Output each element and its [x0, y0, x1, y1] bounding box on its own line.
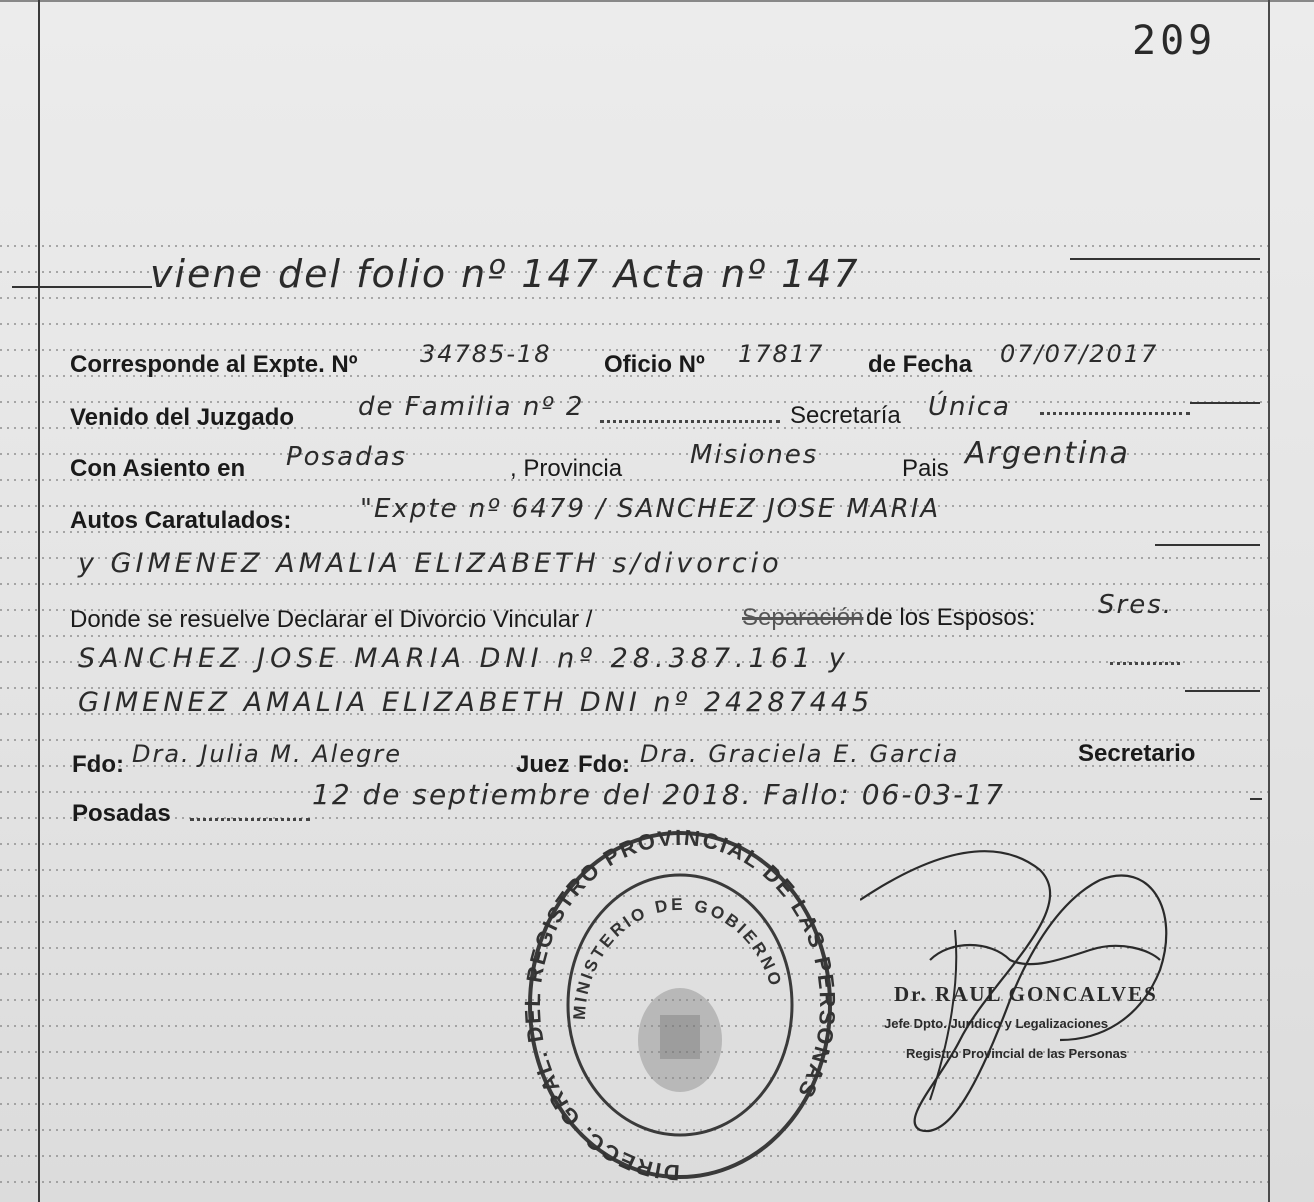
provincia-label: , Provincia [510, 455, 623, 482]
autos-label: Autos Caratulados: [70, 507, 292, 534]
juzgado-value: de Familia nº 2 [358, 392, 585, 422]
fecha-label: de Fecha [868, 351, 973, 378]
posadas-value: 12 de septiembre del 2018. Fallo: 06-03-17 [312, 778, 1005, 811]
secretaria-value: Única [928, 392, 1011, 422]
asiento-label: Con Asiento en [70, 455, 246, 482]
expte-label: Corresponde al Expte. Nº [70, 351, 358, 378]
line2-end-rule [1190, 402, 1260, 404]
autos-value-line1: "Expte nº 6479 / SANCHEZ JOSE MARIA [360, 494, 941, 524]
signer-name: Dr. RAUL GONCALVES [894, 982, 1158, 1006]
spouse1-dotted-fill [1110, 662, 1180, 665]
signer-title-1: Jefe Dpto. Jurídico y Legalizaciones [884, 1016, 1108, 1031]
signer-title-2: Registro Provincial de las Personas [906, 1046, 1128, 1061]
line10-end-rule [1250, 798, 1262, 800]
header-note: viene del folio nº 147 Acta nº 147 [150, 252, 860, 296]
pais-value: Argentina [965, 436, 1130, 471]
official-stamp [520, 820, 840, 1190]
secretaria-label: Secretaría [790, 402, 901, 429]
stamp-inner-text: MINISTERIO DE GOBIERNO [569, 894, 786, 1021]
spouse-1: SANCHEZ JOSE MARIA DNI nº 28.387.161 y [78, 643, 850, 674]
pais-label: Pais [902, 455, 949, 482]
coat-of-arms-emblem [638, 988, 722, 1092]
oficio-label: Oficio Nº [604, 351, 705, 378]
header-right-rule [1070, 258, 1260, 260]
esposos-label: de los Esposos: [866, 604, 1036, 631]
resuelve-label: Donde se resuelve Declarar el Divorcio Vincular / [70, 606, 593, 633]
asiento-value: Posadas [286, 442, 408, 472]
juzgado-label: Venido del Juzgado [70, 404, 295, 431]
spouse-2: GIMENEZ AMALIA ELIZABETH DNI nº 24287445 [78, 687, 874, 718]
oficio-value: 17817 [738, 340, 825, 368]
provincia-value: Misiones [690, 440, 819, 470]
fdo-label-judge: Fdo: [72, 751, 124, 778]
signature-block [860, 840, 1220, 1140]
fecha-value: 07/07/2017 [1000, 340, 1159, 368]
line5-end-rule [1155, 544, 1260, 546]
autos-value-line2: y GIMENEZ AMALIA ELIZABETH s/divorcio [78, 548, 783, 579]
secretario-label: Secretario [1078, 740, 1196, 767]
page-number: 209 [1132, 18, 1217, 64]
judge-name: Dra. Julia M. Alegre [132, 740, 402, 768]
fdo-label-secretary: Fdo: [578, 751, 630, 778]
juzgado-dotted-fill [600, 420, 780, 423]
stamp-seal-graphic [520, 820, 840, 1190]
line8-end-rule [1185, 690, 1260, 692]
juez-label: Juez [516, 751, 570, 778]
posadas-dotted-fill [190, 818, 310, 821]
header-left-rule [12, 286, 152, 288]
expte-value: 34785-18 [420, 340, 552, 368]
separacion-struck-text: Separación [742, 604, 864, 631]
esposos-value: Sres. [1098, 590, 1173, 620]
posadas-label: Posadas [72, 800, 171, 827]
stamp-outer-text: DIRECC. GRAL. DEL REGISTRO PROVINCIAL DE LAS PERSONAS [520, 824, 840, 1186]
secretary-name: Dra. Graciela E. Garcia [640, 740, 960, 768]
secretaria-dotted-fill [1040, 412, 1190, 415]
